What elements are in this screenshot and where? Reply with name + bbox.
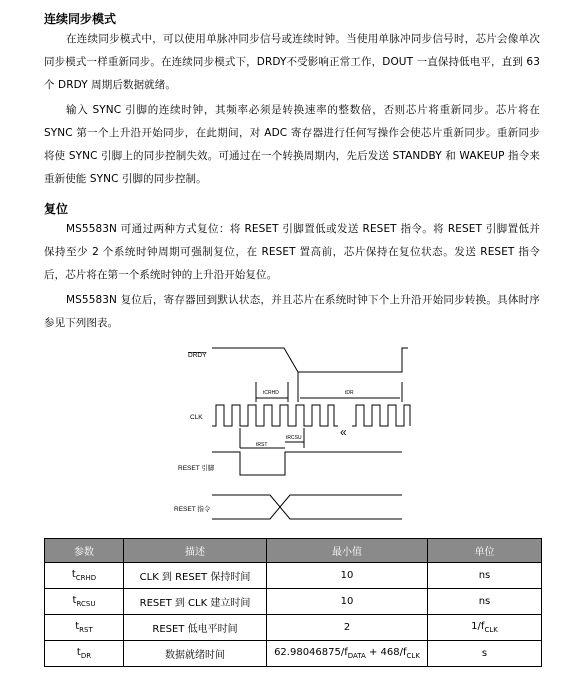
t-rcsu-label: tRCSU <box>286 435 302 441</box>
param-cell: $t_{DR}$ <box>45 641 124 667</box>
reset-command-bus-lower <box>212 507 402 519</box>
reset-pin-label: RESET 引脚 <box>178 465 215 472</box>
description-cell: RESET 到 CLK 建立时间 <box>124 589 267 615</box>
description-cell: RESET 低电平时间 <box>124 615 267 641</box>
param-cell: $t_{RST}$ <box>45 615 124 641</box>
min-cell: 2 <box>267 615 428 641</box>
t-dr-label: tDR <box>345 390 354 396</box>
header-param: 参数 <box>45 539 124 563</box>
clock-break-mark: « <box>340 425 347 439</box>
min-cell: 10 <box>267 563 428 589</box>
table-row <box>45 589 542 615</box>
min-cell: $62.98046875/f_{DATA} + 468/f_{CLK}$ <box>267 641 428 667</box>
t-crhd-label: tCRHD <box>263 390 279 396</box>
header-unit: 单位 <box>428 539 542 563</box>
unit-cell: $1/f_{CLK}$ <box>428 615 542 641</box>
unit-cell: ns <box>428 589 542 615</box>
reset-paragraph-2: MS5583N 复位后，寄存器回到默认状态，并且芯片在系统时钟下个上升沿开始同步转换。具体时序参见下列图表。 <box>44 294 540 329</box>
unit-cell: ns <box>428 563 542 589</box>
min-cell: 10 <box>267 589 428 615</box>
timing-parameter-table <box>44 538 542 667</box>
reset-paragraph-1: MS5583N 可通过两种方式复位：将 RESET 引脚置低或发送 RESET 指令。将 RESET 引脚置低并保持至少 2 个系统时钟周期可强制复位，在 RESET 置高前，芯片保持在复位状态。发送 RESET 指令后，芯片将在第一个系统时钟的上升沿开始复位。 <box>44 223 540 281</box>
unit-cell: s <box>428 641 542 667</box>
table-row <box>45 563 542 589</box>
drdy-label: DRDY <box>188 352 207 359</box>
continuous-sync-paragraph-1: 在连续同步模式中，可以使用单脉冲同步信号或连续时钟。当使用单脉冲同步信号时，芯片会像单次同步模式一样重新同步。在连续同步模式下，DRDY不受影响正常工作，DOUT 一直保持低电平，直到 63 个 DRDY 周期后数据就绪。 <box>44 33 540 91</box>
param-cell: $t_{CRHD}$ <box>45 563 124 589</box>
continuous-sync-paragraph-2: 输入 SYNC 引脚的连续时钟，其频率必须是转换速率的整数倍，否则芯片将重新同步。芯片将在 SYNC 第一个上升沿开始同步，在此期间，对 ADC 寄存器进行任何写操作会使芯片重新同步。重新同步将使 SYNC 引脚上的同步控制失效。可通过在一个转换周期内，先后发送 STANDBY 和 WAKEUP 指令来重新使能 SYNC 引脚的同步控制。 <box>44 104 540 185</box>
reset-command-label: RESET 指令 <box>174 506 211 513</box>
description-cell: CLK 到 RESET 保持时间 <box>124 563 267 589</box>
section-title-reset: 复位 <box>44 202 69 216</box>
table-header-row <box>45 539 542 563</box>
param-cell: $t_{RCSU}$ <box>45 589 124 615</box>
reset-command-bus-upper <box>212 495 402 507</box>
table-row <box>45 615 542 641</box>
description-cell: 数据就绪时间 <box>124 641 267 667</box>
clk-waveform <box>212 405 338 426</box>
section-title-continuous-sync: 连续同步模式 <box>44 12 117 26</box>
reset-pin-waveform <box>212 452 402 475</box>
header-description: 描述 <box>124 539 267 563</box>
clk-waveform-after-break <box>352 405 410 426</box>
header-min: 最小值 <box>267 539 428 563</box>
t-rst-label: tRST <box>256 442 268 448</box>
drdy-waveform <box>212 348 408 372</box>
clk-label: CLK <box>190 414 203 421</box>
table-row <box>45 641 542 667</box>
